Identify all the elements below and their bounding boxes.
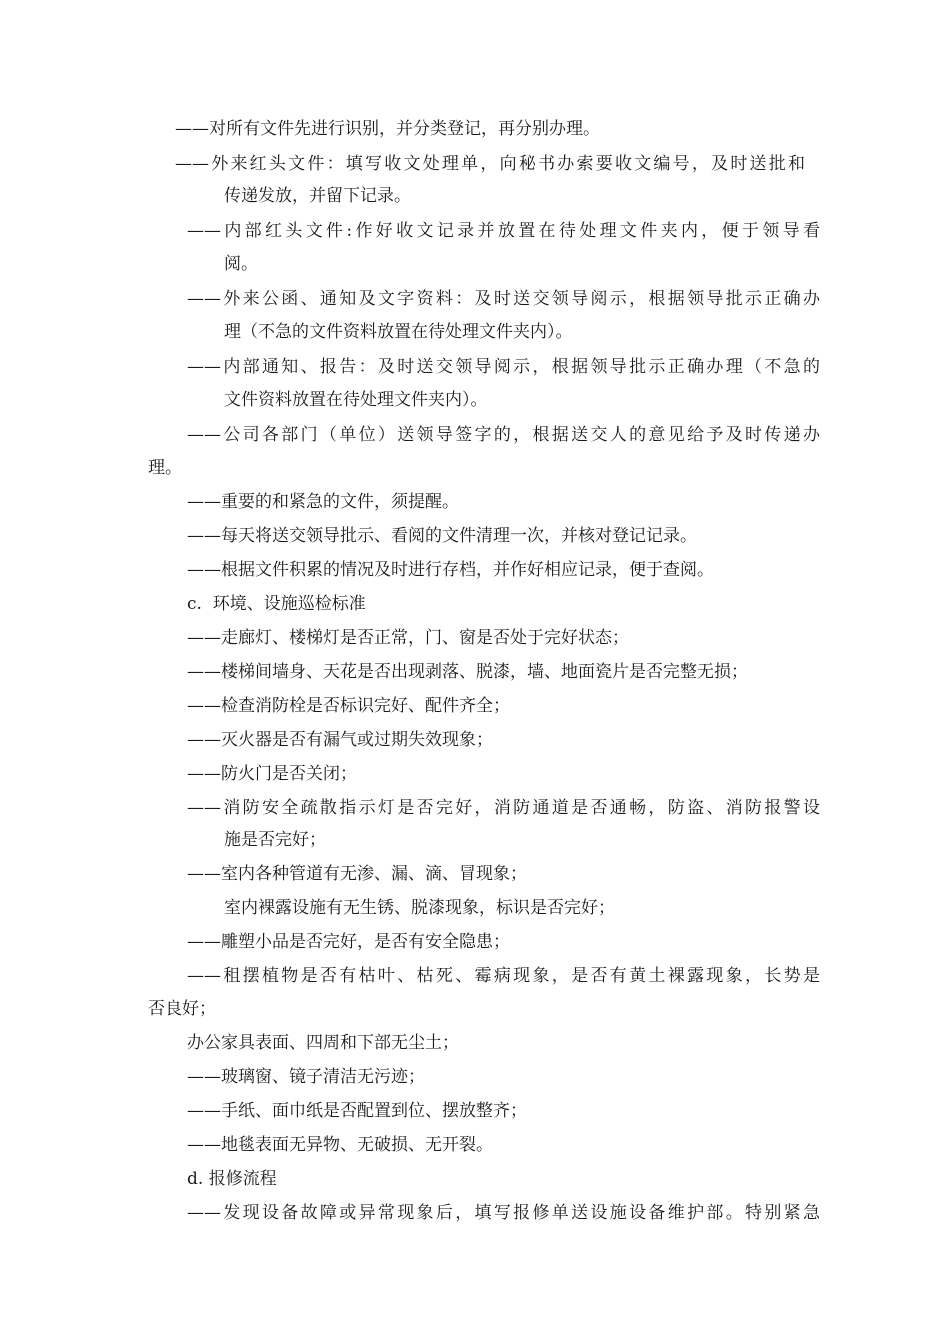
text-line: 施是否完好； xyxy=(224,830,326,850)
text-line: ——检查消防栓是否标识完好、配件齐全； xyxy=(187,696,510,716)
text-line: ——楼梯间墙身、天花是否出现剥落、脱漆，墙、地面瓷片是否完整无损； xyxy=(187,662,748,682)
text-line: 传递发放，并留下记录。 xyxy=(224,186,411,206)
text-line: ——走廊灯、楼梯灯是否正常，门、窗是否处于完好状态； xyxy=(187,628,629,648)
text-line: ——外来红头文件：填写收文处理单，向秘书办索要收文编号，及时送批和 xyxy=(175,154,805,174)
text-line: ——公司各部门（单位）送领导签字的，根据送交人的意见给予及时传递办 xyxy=(187,425,820,445)
text-line: ——每天将送交领导批示、看阅的文件清理一次，并核对登记记录。 xyxy=(187,526,697,546)
text-line: ——手纸、面巾纸是否配置到位、摆放整齐； xyxy=(187,1101,527,1121)
text-line: 办公家具表面、四周和下部无尘土； xyxy=(187,1033,459,1053)
text-line: 理（不急的文件资料放置在待处理文件夹内）。 xyxy=(224,322,573,342)
text-line: ——内部通知、报告：及时送交领导阅示，根据领导批示正确办理（不急的 xyxy=(187,357,820,377)
text-line: ——灭火器是否有漏气或过期失效现象； xyxy=(187,730,493,750)
text-line: ——发现设备故障或异常现象后，填写报修单送设施设备维护部。特别紧急 xyxy=(187,1203,820,1223)
text-line: ——内部红头文件:作好收文记录并放置在待处理文件夹内，便于领导看 xyxy=(187,221,820,241)
text-line: ——玻璃窗、镜子清洁无污迹； xyxy=(187,1067,425,1087)
text-line: ——雕塑小品是否完好，是否有安全隐患； xyxy=(187,932,510,952)
text-line: ——外来公函、通知及文字资料：及时送交领导阅示，根据领导批示正确办 xyxy=(187,289,820,309)
text-line: ——防火门是否关闭； xyxy=(187,764,357,784)
text-line: ——租摆植物是否有枯叶、枯死、霉病现象，是否有黄土裸露现象，长势是 xyxy=(187,966,820,986)
text-line: 文件资料放置在待处理文件夹内）。 xyxy=(224,390,488,410)
text-line: ——地毯表面无异物、无破损、无开裂。 xyxy=(187,1135,493,1155)
text-line: ——重要的和紧急的文件，须提醒。 xyxy=(187,492,459,512)
text-line: ——室内各种管道有无渗、漏、滴、冒现象； xyxy=(187,864,527,884)
section-heading: c. 环境、设施巡检标准 xyxy=(187,594,366,614)
text-line: 室内裸露设施有无生锈、脱漆现象，标识是否完好； xyxy=(224,898,615,918)
text-line: ——消防安全疏散指示灯是否完好，消防通道是否通畅，防盗、消防报警设 xyxy=(187,798,820,818)
text-line: 理。 xyxy=(148,458,182,478)
text-line: ——根据文件积累的情况及时进行存档，并作好相应记录，便于查阅。 xyxy=(187,560,714,580)
text-line: ——对所有文件先进行识别，并分类登记，再分别办理。 xyxy=(175,119,600,139)
text-line: 阅。 xyxy=(224,254,258,274)
text-line: 否良好； xyxy=(148,999,216,1019)
section-heading: d. 报修流程 xyxy=(187,1169,277,1189)
